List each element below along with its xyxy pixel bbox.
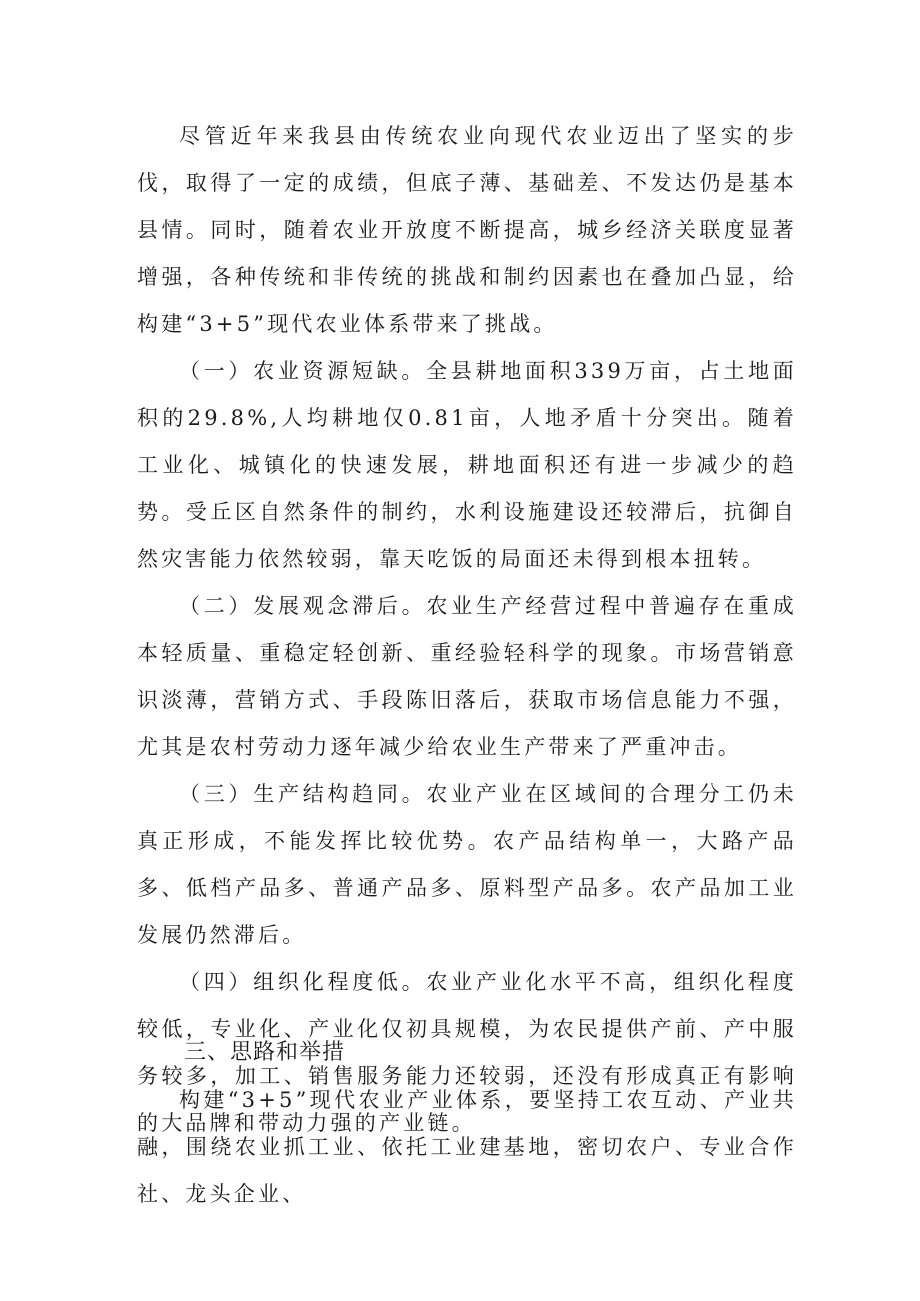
- paragraph-resource-shortage: （一）农业资源短缺。全县耕地面积339万亩，占土地面积的29.8%,人均耕地仅0.81亩，人地矛盾十分突出。随着工业化、城镇化的快速发展，耕地面积还有进一步减少的趋势。受丘区自然条件的制约，水利设施建设还较滞后，抗御自然灾害能力依然较弱，靠天吃饭的局面还未得到根本扭转。: [137, 359, 797, 571]
- body-text-upper: [137, 113, 797, 1147]
- section-heading: 三、思路和举措: [184, 1040, 346, 1065]
- body-text-lower: [137, 1077, 797, 1218]
- paragraph-similar-structure: （三）生产结构趋同。农业产业在区域间的合理分工仍未真正形成，不能发挥比较优势。农产品结构单一，大路产品多、低档产品多、普通产品多、原料型产品多。农产品加工业发展仍然滞后。: [137, 782, 797, 947]
- paragraph-low-organization: （四）组织化程度低。农业产业化水平不高，组织化程度较低，专业化、产业化仅初具规模，为农民提供产前、产中服务较多，加工、销售服务能力还较弱，还没有形成真正有影响的大品牌和带动力强的产业链。: [137, 970, 797, 1135]
- paragraph-outdated-concepts: （二）发展观念滞后。农业生产经营过程中普遍存在重成本轻质量、重稳定轻创新、重经验轻科学的现象。市场营销意识淡薄，营销方式、手段陈旧落后，获取市场信息能力不强，尤其是农村劳动力逐年减少给农业生产带来了严重冲击。: [137, 594, 797, 759]
- paragraph-approach: 构建“3+5”现代农业产业体系，要坚持工农互动、产业共融，围绕农业抓工业、依托工业建基地，密切农户、专业合作社、龙头企业、: [137, 1088, 797, 1206]
- paragraph-intro: 尽管近年来我县由传统农业向现代农业迈出了坚实的步伐，取得了一定的成绩，但底子薄、基础差、不发达仍是基本县情。同时，随着农业开放度不断提高，城乡经济关联度显著增强，各种传统和非传统的挑战和制约因素也在叠加凸显，给构建“3+5”现代农业体系带来了挑战。: [137, 124, 797, 336]
